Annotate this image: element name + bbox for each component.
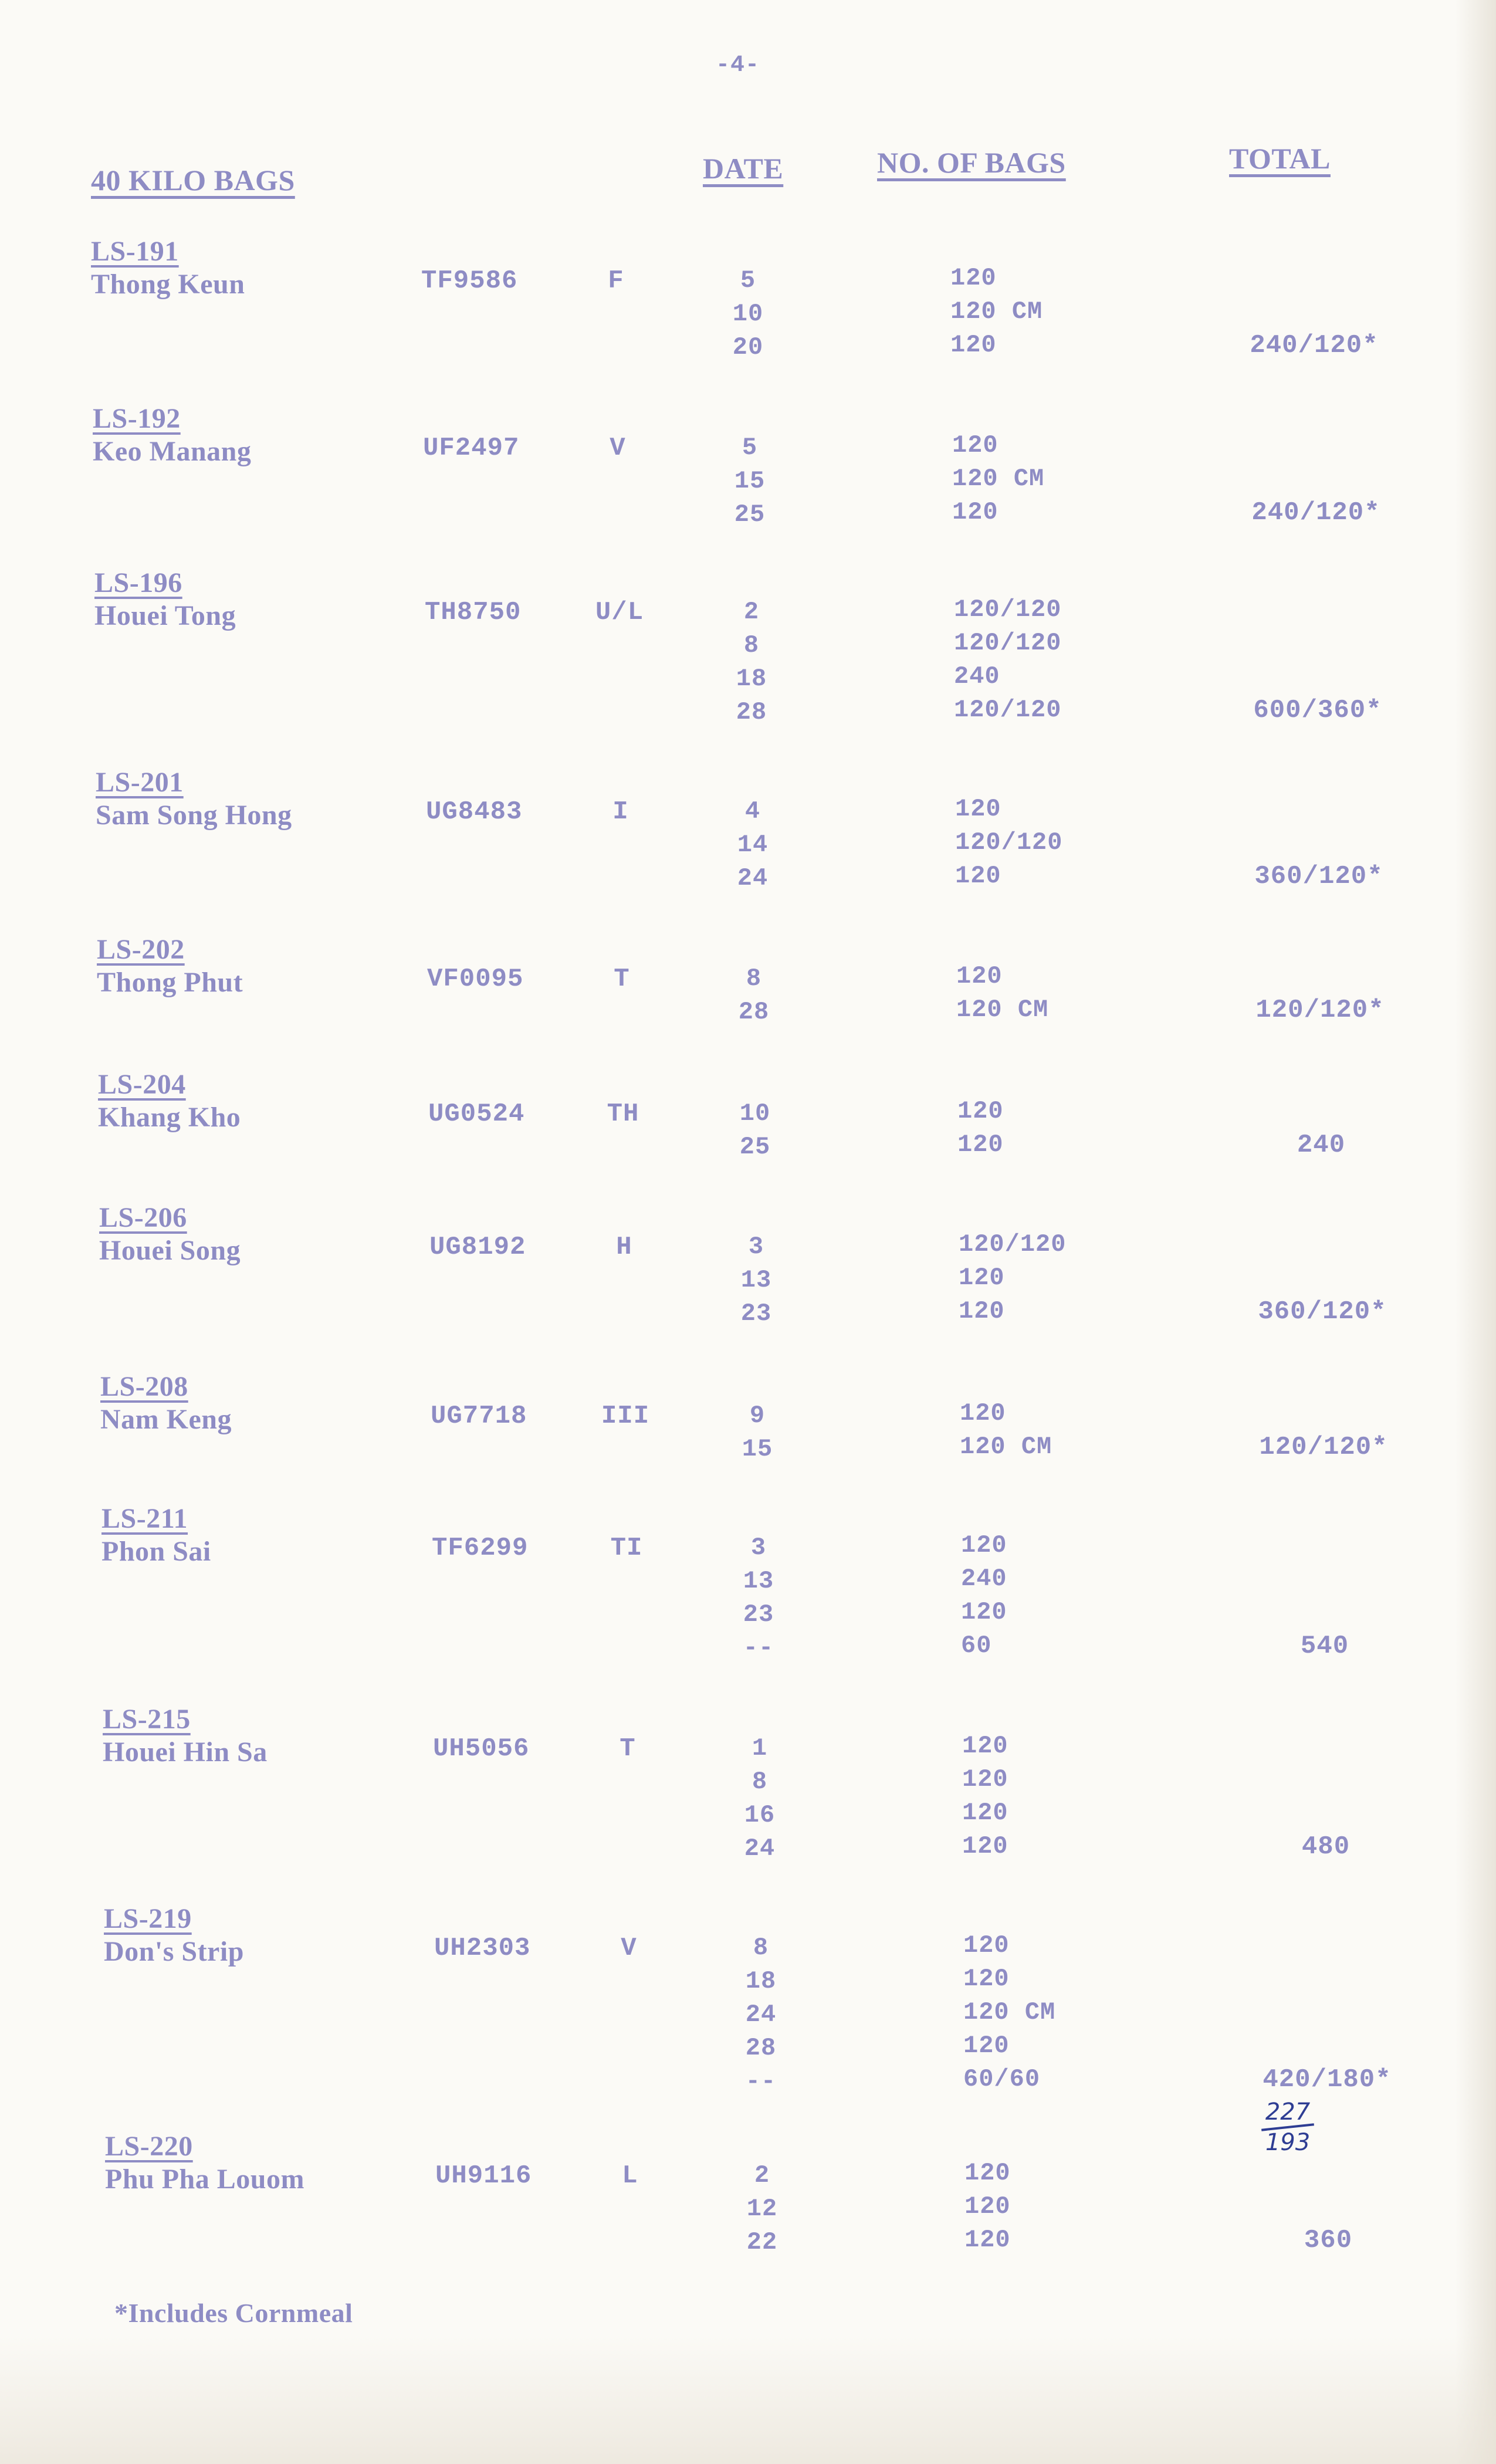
date-cell: 9 bbox=[749, 1402, 766, 1430]
entry-bags bbox=[964, 2161, 1011, 2261]
date-cell: 28 bbox=[736, 698, 767, 726]
entry-grid-ref: UH5056 bbox=[433, 1734, 530, 1764]
bags-cell: 240 bbox=[961, 1565, 1007, 1593]
entry-code: LS-206 bbox=[99, 1202, 187, 1233]
entry-name: Phu Pha Louom bbox=[105, 2164, 304, 2195]
bags-cell: 60/60 bbox=[963, 2065, 1041, 2093]
entry-code: LS-202 bbox=[97, 934, 185, 965]
date-cell: 1 bbox=[752, 1734, 768, 1762]
date-cell: 28 bbox=[738, 998, 770, 1026]
date-cell: 23 bbox=[740, 1299, 772, 1328]
bags-cell: 120 bbox=[959, 1264, 1005, 1292]
paper-edge-shadow bbox=[1455, 0, 1496, 2464]
bags-cell: 120 bbox=[952, 498, 999, 526]
entry-bags bbox=[963, 1933, 1055, 2100]
entry-total: 240/120* bbox=[1251, 498, 1380, 527]
page-number: -4- bbox=[716, 52, 760, 79]
handwritten-denominator: 193 bbox=[1265, 2129, 1311, 2156]
bags-cell: 120 bbox=[960, 1399, 1006, 1427]
date-cell: 4 bbox=[744, 797, 761, 825]
bags-cell: 240 bbox=[954, 662, 1000, 691]
date-cell: 2 bbox=[754, 2161, 770, 2189]
entry-dates bbox=[736, 2163, 788, 2263]
entry-name: Houei Hin Sa bbox=[103, 1737, 268, 1768]
date-cell: 15 bbox=[734, 467, 766, 495]
date-cell: 16 bbox=[744, 1801, 776, 1829]
entry-dates bbox=[729, 1101, 781, 1168]
bags-cell: 120 CM bbox=[950, 297, 1043, 326]
bags-cell: 120 bbox=[957, 1097, 1004, 1125]
date-cell: 8 bbox=[753, 1934, 769, 1962]
bags-cell: 120 bbox=[964, 2159, 1011, 2187]
entry-dates bbox=[723, 435, 776, 536]
entry-zone: III bbox=[601, 1402, 650, 1431]
date-cell: 3 bbox=[750, 1534, 767, 1562]
date-cell: 25 bbox=[739, 1133, 771, 1161]
bags-cell: 120 bbox=[962, 1832, 1008, 1860]
date-cell: 12 bbox=[746, 2195, 778, 2223]
bags-cell: 120 bbox=[963, 1931, 1010, 1959]
bags-cell: 120 bbox=[961, 1531, 1007, 1559]
bags-cell: 120 bbox=[961, 1598, 1007, 1626]
bags-cell: 120 bbox=[964, 2226, 1011, 2254]
entry-grid-ref: TF9586 bbox=[421, 266, 518, 296]
entry-dates bbox=[732, 1535, 785, 1669]
entry-name: Houei Song bbox=[99, 1235, 241, 1266]
entry-total: 600/360* bbox=[1253, 696, 1382, 725]
date-cell: 10 bbox=[732, 300, 764, 328]
entry-bags bbox=[954, 597, 1061, 731]
entry-name: Nam Keng bbox=[100, 1404, 232, 1435]
date-cell: 23 bbox=[743, 1600, 774, 1629]
entry-bags bbox=[950, 266, 1043, 366]
date-cell: 18 bbox=[736, 665, 767, 693]
entry-grid-ref: UG7718 bbox=[431, 1402, 527, 1431]
entry-dates bbox=[730, 1234, 783, 1335]
entry-total: 540 bbox=[1300, 1632, 1349, 1661]
entry-dates bbox=[735, 1935, 787, 2103]
entry-total: 360 bbox=[1304, 2226, 1353, 2255]
date-cell: 25 bbox=[734, 500, 766, 529]
entry-code: LS-191 bbox=[91, 236, 179, 267]
bags-cell: 120 bbox=[957, 1131, 1004, 1159]
bags-cell: 120/120 bbox=[955, 828, 1063, 857]
entry-dates bbox=[733, 1736, 786, 1870]
header-bags: NO. OF BAGS bbox=[877, 146, 1066, 179]
bags-cell: 120 CM bbox=[952, 465, 1045, 493]
entry-zone: T bbox=[620, 1734, 636, 1764]
entry-code: LS-196 bbox=[94, 567, 182, 598]
bags-cell: 120/120 bbox=[954, 629, 1062, 657]
entry-zone: L bbox=[622, 2161, 638, 2191]
bags-cell: 120 bbox=[950, 331, 997, 359]
date-cell: 24 bbox=[744, 1835, 776, 1863]
entry-code: LS-219 bbox=[104, 1903, 192, 1934]
entry-bags bbox=[961, 1533, 1007, 1667]
entry-name: Thong Keun bbox=[91, 269, 245, 300]
paper-bottom-stain bbox=[0, 2335, 1496, 2464]
bags-cell: 120/120 bbox=[959, 1230, 1067, 1258]
bags-cell: 120 bbox=[950, 264, 997, 292]
entry-grid-ref: UG8483 bbox=[426, 797, 523, 827]
date-cell: 24 bbox=[745, 2001, 777, 2029]
handwritten-note bbox=[1261, 2100, 1314, 2154]
entry-code: LS-211 bbox=[101, 1503, 188, 1534]
bags-cell: 120/120 bbox=[954, 696, 1062, 724]
entry-dates bbox=[722, 268, 774, 368]
entry-total: 360/120* bbox=[1258, 1297, 1387, 1326]
date-cell: 14 bbox=[737, 831, 769, 859]
bags-cell: 120 bbox=[962, 1732, 1008, 1760]
entry-grid-ref: TH8750 bbox=[425, 598, 522, 627]
entry-name: Thong Phut bbox=[97, 967, 243, 998]
entry-total: 240/120* bbox=[1250, 331, 1379, 360]
entry-name: Houei Tong bbox=[94, 600, 236, 631]
entry-dates bbox=[725, 600, 778, 733]
entry-grid-ref: UF2497 bbox=[423, 434, 520, 463]
entry-zone: V bbox=[621, 1934, 637, 1963]
bags-cell: 120 bbox=[952, 431, 999, 459]
date-cell: 2 bbox=[743, 598, 760, 626]
header-date: DATE bbox=[703, 152, 784, 185]
date-cell: 8 bbox=[746, 964, 762, 993]
bags-cell: 120 CM bbox=[960, 1433, 1052, 1461]
date-cell: 10 bbox=[739, 1099, 771, 1128]
bags-cell: 120 bbox=[962, 1765, 1008, 1793]
entry-name: Don's Strip bbox=[104, 1936, 244, 1967]
entry-code: LS-215 bbox=[103, 1704, 191, 1735]
entry-grid-ref: UH9116 bbox=[435, 2161, 532, 2191]
entry-zone: TH bbox=[607, 1099, 639, 1129]
entry-grid-ref: UH2303 bbox=[434, 1934, 531, 1963]
date-cell: -- bbox=[745, 2067, 777, 2096]
date-cell: 15 bbox=[742, 1435, 773, 1463]
date-cell: 22 bbox=[746, 2228, 778, 2256]
date-cell: 20 bbox=[732, 333, 764, 361]
handwritten-numerator: 227 bbox=[1265, 2099, 1311, 2125]
entry-zone: TI bbox=[610, 1534, 643, 1563]
bags-cell: 120 bbox=[962, 1799, 1008, 1827]
date-cell: 3 bbox=[748, 1233, 764, 1261]
entry-name: Phon Sai bbox=[101, 1536, 211, 1567]
entry-name: Keo Manang bbox=[93, 436, 252, 467]
date-cell: -- bbox=[743, 1634, 774, 1662]
entry-bags bbox=[952, 433, 1044, 533]
entry-total: 240 bbox=[1297, 1131, 1346, 1160]
bags-cell: 120 CM bbox=[956, 996, 1049, 1024]
entry-total: 480 bbox=[1301, 1832, 1351, 1861]
entry-zone: H bbox=[616, 1233, 632, 1262]
entry-total: 360/120* bbox=[1254, 862, 1383, 891]
date-cell: 5 bbox=[742, 434, 758, 462]
bags-cell: 120 bbox=[959, 1297, 1005, 1325]
entry-bags bbox=[955, 797, 1062, 897]
entry-grid-ref: VF0095 bbox=[427, 964, 524, 994]
entry-dates bbox=[731, 1403, 784, 1470]
entry-name: Khang Kho bbox=[98, 1102, 241, 1133]
entry-bags bbox=[956, 964, 1048, 1031]
entry-bags bbox=[957, 1099, 1004, 1166]
bags-cell: 120 bbox=[955, 795, 1001, 823]
entry-code: LS-201 bbox=[96, 767, 184, 798]
entry-total: 120/120* bbox=[1255, 996, 1385, 1025]
entry-code: LS-220 bbox=[105, 2131, 193, 2162]
entry-zone: F bbox=[608, 266, 624, 296]
date-cell: 24 bbox=[737, 864, 769, 892]
entry-grid-ref: TF6299 bbox=[432, 1534, 529, 1563]
entry-bags bbox=[960, 1401, 1052, 1468]
entry-bags bbox=[959, 1232, 1066, 1332]
entry-name: Sam Song Hong bbox=[96, 800, 292, 831]
date-cell: 8 bbox=[752, 1768, 768, 1796]
header-section: 40 KILO BAGS bbox=[91, 164, 295, 197]
date-cell: 8 bbox=[743, 631, 760, 659]
bags-cell: 120/120 bbox=[954, 595, 1062, 624]
entry-grid-ref: UG0524 bbox=[428, 1099, 525, 1129]
bags-cell: 120 bbox=[964, 2192, 1011, 2221]
bags-cell: 120 bbox=[956, 962, 1003, 990]
bags-cell: 60 bbox=[961, 1632, 992, 1660]
entry-zone: T bbox=[614, 964, 630, 994]
bags-cell: 120 bbox=[955, 862, 1001, 890]
entry-code: LS-204 bbox=[98, 1069, 186, 1100]
date-cell: 28 bbox=[745, 2034, 777, 2062]
entry-total: 120/120* bbox=[1259, 1433, 1388, 1462]
entry-total: 420/180* bbox=[1263, 2065, 1392, 2094]
entry-zone: U/L bbox=[595, 598, 644, 627]
footnote: *Includes Cornmeal bbox=[114, 2298, 353, 2328]
bags-cell: 120 bbox=[963, 1965, 1010, 1993]
entry-grid-ref: UG8192 bbox=[429, 1233, 526, 1262]
entry-code: LS-192 bbox=[93, 403, 181, 434]
bags-cell: 120 CM bbox=[963, 1998, 1056, 2026]
entry-dates bbox=[727, 966, 780, 1033]
header-total: TOTAL bbox=[1229, 142, 1331, 175]
entry-zone: I bbox=[612, 797, 629, 827]
entry-bags bbox=[962, 1734, 1008, 1867]
date-cell: 13 bbox=[743, 1567, 774, 1595]
bags-cell: 120 bbox=[963, 2032, 1010, 2060]
date-cell: 18 bbox=[745, 1967, 777, 1995]
entry-zone: V bbox=[610, 434, 626, 463]
date-cell: 5 bbox=[740, 266, 756, 295]
date-cell: 13 bbox=[740, 1266, 772, 1294]
entry-dates bbox=[726, 799, 779, 899]
entry-code: LS-208 bbox=[100, 1371, 188, 1402]
